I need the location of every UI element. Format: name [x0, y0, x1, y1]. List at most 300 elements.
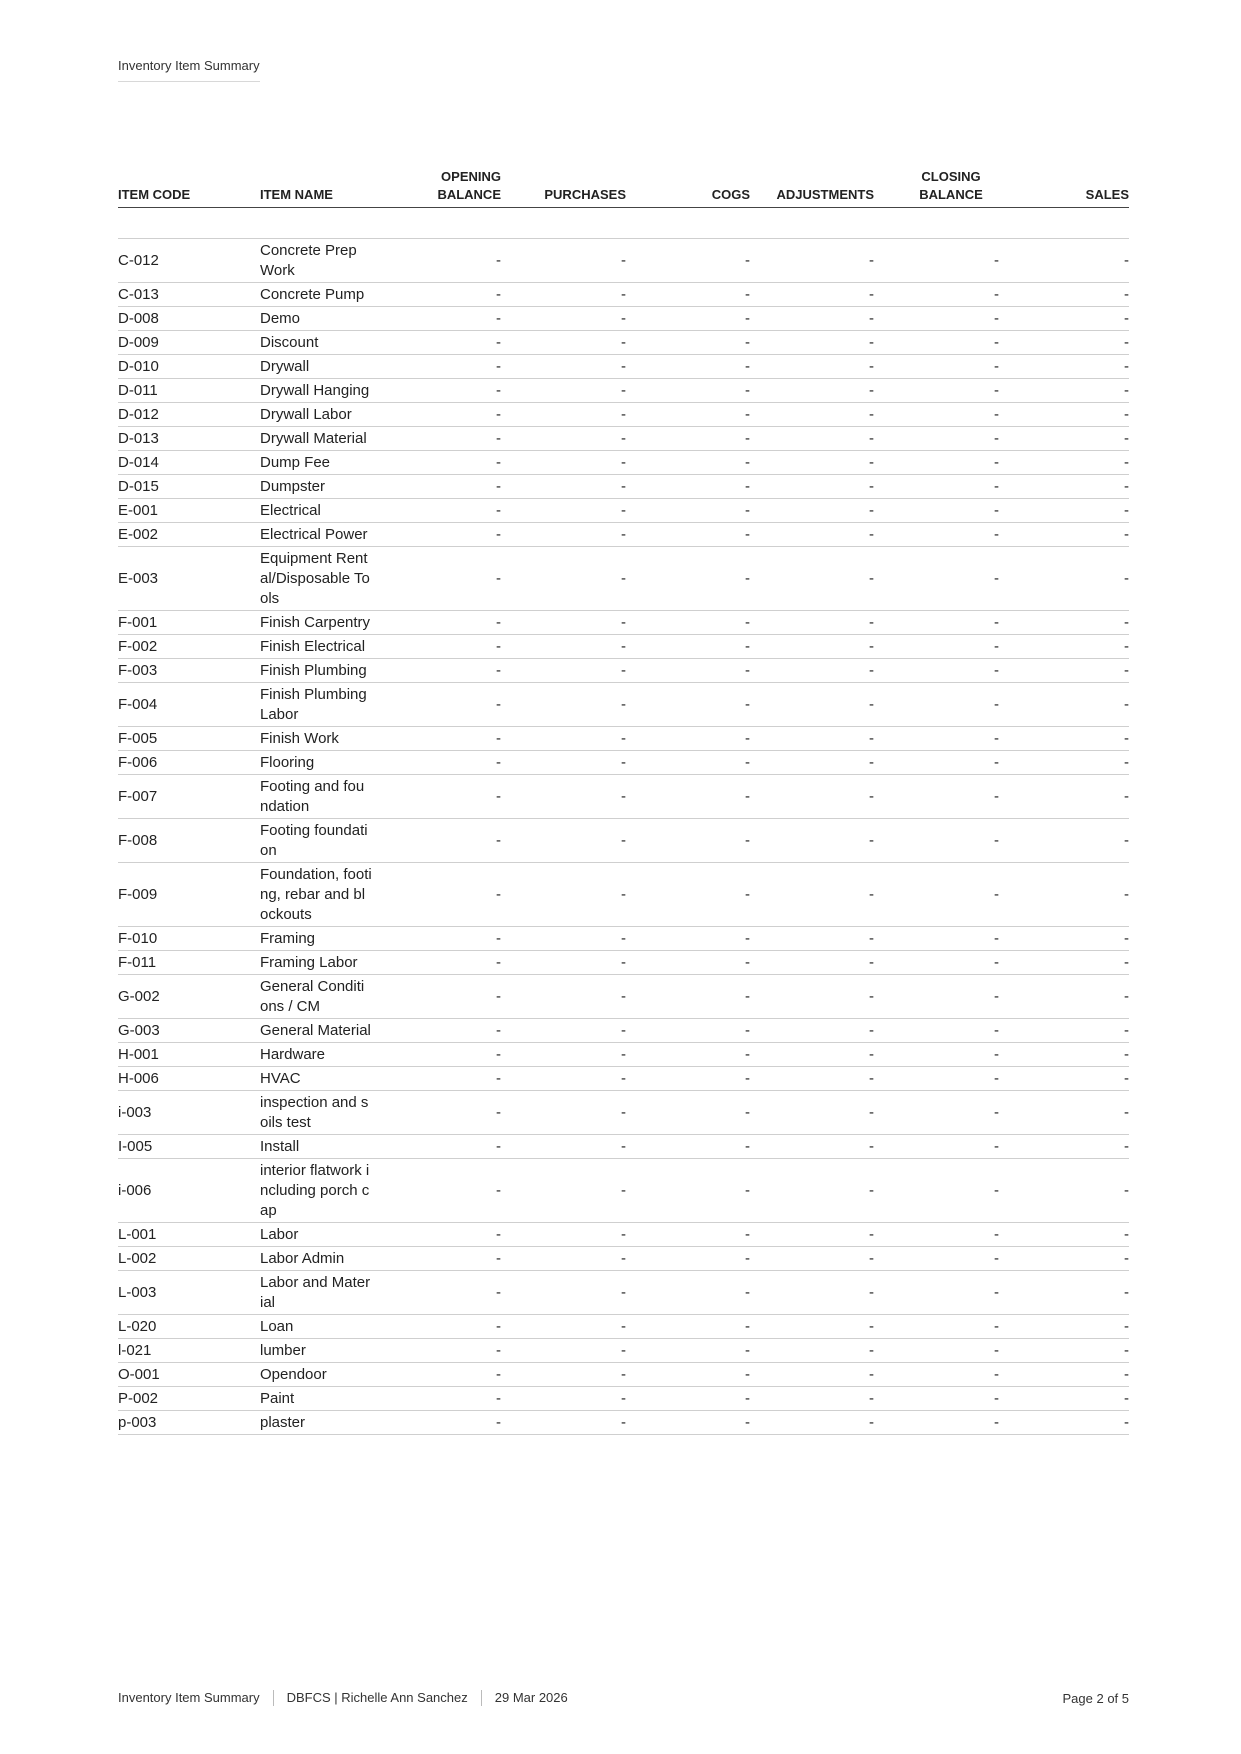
adjustments-cell: -	[750, 775, 874, 819]
purchases-cell: -	[501, 819, 626, 863]
adjustments-cell: -	[750, 1019, 874, 1043]
cogs-cell: -	[626, 611, 750, 635]
item-code-cell: F-008	[118, 819, 260, 863]
closing-balance-cell: -	[874, 1315, 999, 1339]
cogs-cell: -	[626, 1067, 750, 1091]
purchases-cell: -	[501, 307, 626, 331]
item-name-cell: Concrete Pump	[260, 283, 378, 307]
sales-cell: -	[999, 863, 1129, 927]
opening-balance-cell: -	[378, 819, 501, 863]
purchases-cell: -	[501, 927, 626, 951]
cogs-cell: -	[626, 427, 750, 451]
col-header-adjustments: ADJUSTMENTS	[750, 168, 874, 208]
opening-balance-cell: -	[378, 1223, 501, 1247]
table-row	[118, 1043, 1129, 1067]
purchases-cell: -	[501, 1363, 626, 1387]
table-row	[118, 475, 1129, 499]
opening-balance-cell: -	[378, 331, 501, 355]
purchases-cell: -	[501, 1411, 626, 1435]
item-code-cell: F-010	[118, 927, 260, 951]
item-name-cell: Concrete Prep Work	[260, 239, 378, 283]
purchases-cell: -	[501, 499, 626, 523]
closing-balance-cell: -	[874, 727, 999, 751]
table-row	[118, 635, 1129, 659]
footer-date: 29 Mar 2026	[481, 1690, 581, 1706]
opening-balance-cell: -	[378, 427, 501, 451]
table-row	[118, 863, 1129, 927]
table-row	[118, 1019, 1129, 1043]
opening-balance-cell: -	[378, 635, 501, 659]
col-header-closing-balance	[874, 168, 999, 208]
purchases-cell: -	[501, 1135, 626, 1159]
cogs-cell: -	[626, 727, 750, 751]
opening-balance-cell: -	[378, 283, 501, 307]
item-name-cell: Finish Electrical	[260, 635, 378, 659]
opening-balance-cell: -	[378, 1067, 501, 1091]
adjustments-cell: -	[750, 1411, 874, 1435]
table-row	[118, 975, 1129, 1019]
table-row	[118, 751, 1129, 775]
opening-balance-cell: -	[378, 499, 501, 523]
item-code-cell: C-012	[118, 239, 260, 283]
sales-cell: -	[999, 751, 1129, 775]
sales-cell: -	[999, 499, 1129, 523]
cogs-cell: -	[626, 1019, 750, 1043]
opening-balance-cell: -	[378, 1091, 501, 1135]
purchases-cell: -	[501, 659, 626, 683]
adjustments-cell: -	[750, 355, 874, 379]
table-row	[118, 1363, 1129, 1387]
cogs-cell: -	[626, 635, 750, 659]
purchases-cell: -	[501, 1315, 626, 1339]
opening-balance-cell: -	[378, 1247, 501, 1271]
item-code-cell: F-004	[118, 683, 260, 727]
item-code-cell: L-020	[118, 1315, 260, 1339]
cogs-cell: -	[626, 1159, 750, 1223]
sales-cell: -	[999, 547, 1129, 611]
cogs-cell: -	[626, 307, 750, 331]
closing-balance-cell: -	[874, 819, 999, 863]
cogs-cell: -	[626, 283, 750, 307]
opening-balance-cell: -	[378, 547, 501, 611]
opening-balance-cell: -	[378, 451, 501, 475]
purchases-cell: -	[501, 635, 626, 659]
sales-cell: -	[999, 683, 1129, 727]
item-name-cell: Finish Carpentry	[260, 611, 378, 635]
sales-cell: -	[999, 635, 1129, 659]
adjustments-cell: -	[750, 331, 874, 355]
col-header-sales: SALES	[999, 168, 1129, 208]
item-name-cell: Demo	[260, 307, 378, 331]
item-name-cell: lumber	[260, 1339, 378, 1363]
sales-cell: -	[999, 379, 1129, 403]
item-name-cell: Labor and Material	[260, 1271, 378, 1315]
item-code-cell: F-003	[118, 659, 260, 683]
purchases-cell: -	[501, 379, 626, 403]
item-code-cell: I-005	[118, 1135, 260, 1159]
item-code-cell: F-001	[118, 611, 260, 635]
purchases-cell: -	[501, 1159, 626, 1223]
table-row	[118, 1247, 1129, 1271]
item-name-cell: Dump Fee	[260, 451, 378, 475]
closing-balance-cell: -	[874, 283, 999, 307]
sales-cell: -	[999, 1411, 1129, 1435]
purchases-cell: -	[501, 547, 626, 611]
adjustments-cell: -	[750, 427, 874, 451]
item-name-cell: General Material	[260, 1019, 378, 1043]
item-code-cell: G-002	[118, 975, 260, 1019]
closing-balance-cell: -	[874, 611, 999, 635]
closing-balance-cell: -	[874, 307, 999, 331]
purchases-cell: -	[501, 727, 626, 751]
sales-cell: -	[999, 403, 1129, 427]
adjustments-cell: -	[750, 475, 874, 499]
closing-balance-cell: -	[874, 403, 999, 427]
sales-cell: -	[999, 1091, 1129, 1135]
purchases-cell: -	[501, 611, 626, 635]
sales-cell: -	[999, 283, 1129, 307]
closing-balance-cell: -	[874, 863, 999, 927]
adjustments-cell: -	[750, 1067, 874, 1091]
purchases-cell: -	[501, 751, 626, 775]
item-name-cell: Drywall	[260, 355, 378, 379]
adjustments-cell: -	[750, 819, 874, 863]
table-body	[118, 208, 1129, 1435]
cogs-cell: -	[626, 951, 750, 975]
closing-balance-cell: -	[874, 239, 999, 283]
closing-balance-cell: -	[874, 751, 999, 775]
closing-balance-cell: -	[874, 1247, 999, 1271]
sales-cell: -	[999, 427, 1129, 451]
table-row	[118, 611, 1129, 635]
item-code-cell: E-002	[118, 523, 260, 547]
sales-cell: -	[999, 1271, 1129, 1315]
item-code-cell: D-013	[118, 427, 260, 451]
sales-cell: -	[999, 1067, 1129, 1091]
purchases-cell: -	[501, 451, 626, 475]
item-code-cell: E-003	[118, 547, 260, 611]
adjustments-cell: -	[750, 635, 874, 659]
table-row	[118, 307, 1129, 331]
opening-balance-cell: -	[378, 727, 501, 751]
cogs-cell: -	[626, 863, 750, 927]
sales-cell: -	[999, 927, 1129, 951]
sales-cell: -	[999, 727, 1129, 751]
closing-balance-cell: -	[874, 523, 999, 547]
closing-balance-cell: -	[874, 1019, 999, 1043]
purchases-cell: -	[501, 1067, 626, 1091]
sales-cell: -	[999, 775, 1129, 819]
adjustments-cell: -	[750, 1271, 874, 1315]
item-name-cell: Opendoor	[260, 1363, 378, 1387]
purchases-cell: -	[501, 1223, 626, 1247]
closing-balance-cell: -	[874, 1135, 999, 1159]
table-row	[118, 1411, 1129, 1435]
inventory-table	[118, 168, 1129, 1435]
sales-cell: -	[999, 355, 1129, 379]
closing-balance-cell: -	[874, 1043, 999, 1067]
table-row	[118, 659, 1129, 683]
table-row	[118, 683, 1129, 727]
adjustments-cell: -	[750, 1159, 874, 1223]
cogs-cell: -	[626, 683, 750, 727]
item-code-cell: H-001	[118, 1043, 260, 1067]
item-code-cell: F-006	[118, 751, 260, 775]
item-name-cell: Loan	[260, 1315, 378, 1339]
sales-cell: -	[999, 611, 1129, 635]
sales-cell: -	[999, 331, 1129, 355]
item-name-cell: Install	[260, 1135, 378, 1159]
sales-cell: -	[999, 1339, 1129, 1363]
table-row	[118, 1067, 1129, 1091]
table-row	[118, 379, 1129, 403]
opening-balance-cell: -	[378, 775, 501, 819]
item-code-cell: F-002	[118, 635, 260, 659]
adjustments-cell: -	[750, 1363, 874, 1387]
opening-balance-cell: -	[378, 975, 501, 1019]
table-row	[118, 523, 1129, 547]
table-header	[118, 168, 1129, 208]
item-code-cell: L-002	[118, 1247, 260, 1271]
opening-balance-cell: -	[378, 379, 501, 403]
cogs-cell: -	[626, 1411, 750, 1435]
sales-cell: -	[999, 1387, 1129, 1411]
sales-cell: -	[999, 451, 1129, 475]
opening-balance-cell: -	[378, 611, 501, 635]
footer-report-title: Inventory Item Summary	[118, 1690, 260, 1705]
table-row	[118, 331, 1129, 355]
purchases-cell: -	[501, 1091, 626, 1135]
sales-cell: -	[999, 475, 1129, 499]
item-code-cell: F-011	[118, 951, 260, 975]
table-row	[118, 1091, 1129, 1135]
adjustments-cell: -	[750, 403, 874, 427]
cogs-cell: -	[626, 403, 750, 427]
adjustments-cell: -	[750, 751, 874, 775]
closing-balance-cell: -	[874, 499, 999, 523]
purchases-cell: -	[501, 403, 626, 427]
cogs-cell: -	[626, 475, 750, 499]
item-name-cell: Dumpster	[260, 475, 378, 499]
closing-balance-cell: -	[874, 1091, 999, 1135]
item-name-cell: General Conditions / CM	[260, 975, 378, 1019]
cogs-cell: -	[626, 523, 750, 547]
item-name-cell: Drywall Material	[260, 427, 378, 451]
col-header-item-code: ITEM CODE	[118, 168, 260, 208]
item-code-cell: D-009	[118, 331, 260, 355]
item-name-cell: Drywall Hanging	[260, 379, 378, 403]
item-name-cell: Finish Plumbing Labor	[260, 683, 378, 727]
adjustments-cell: -	[750, 523, 874, 547]
item-name-cell: Flooring	[260, 751, 378, 775]
adjustments-cell: -	[750, 307, 874, 331]
closing-balance-cell: -	[874, 1363, 999, 1387]
cogs-cell: -	[626, 451, 750, 475]
opening-balance-cell: -	[378, 1363, 501, 1387]
purchases-cell: -	[501, 683, 626, 727]
purchases-cell: -	[501, 1019, 626, 1043]
opening-balance-cell: -	[378, 927, 501, 951]
closing-balance-cell: -	[874, 927, 999, 951]
opening-balance-cell: -	[378, 683, 501, 727]
table-row	[118, 951, 1129, 975]
cogs-cell: -	[626, 1315, 750, 1339]
col-header-opening-balance: OPENING BALANCE	[378, 168, 501, 208]
sales-cell: -	[999, 659, 1129, 683]
page-title: Inventory Item Summary	[118, 58, 260, 82]
adjustments-cell: -	[750, 727, 874, 751]
table-row	[118, 403, 1129, 427]
purchases-cell: -	[501, 951, 626, 975]
purchases-cell: -	[501, 1247, 626, 1271]
opening-balance-cell: -	[378, 659, 501, 683]
closing-balance-cell: -	[874, 475, 999, 499]
cogs-cell: -	[626, 659, 750, 683]
adjustments-cell: -	[750, 863, 874, 927]
opening-balance-cell: -	[378, 1159, 501, 1223]
adjustments-cell: -	[750, 1339, 874, 1363]
item-name-cell: HVAC	[260, 1067, 378, 1091]
item-code-cell: P-002	[118, 1387, 260, 1411]
item-name-cell: Electrical Power	[260, 523, 378, 547]
closing-balance-cell: -	[874, 683, 999, 727]
table-row	[118, 355, 1129, 379]
cogs-cell: -	[626, 975, 750, 1019]
cogs-cell: -	[626, 1135, 750, 1159]
item-name-cell: inspection and soils test	[260, 1091, 378, 1135]
purchases-cell: -	[501, 1271, 626, 1315]
closing-balance-cell: -	[874, 775, 999, 819]
purchases-cell: -	[501, 863, 626, 927]
table-row	[118, 427, 1129, 451]
opening-balance-cell: -	[378, 1271, 501, 1315]
sales-cell: -	[999, 1247, 1129, 1271]
table-row	[118, 1271, 1129, 1315]
opening-balance-cell: -	[378, 1043, 501, 1067]
closing-balance-cell: -	[874, 355, 999, 379]
item-code-cell: D-011	[118, 379, 260, 403]
closing-balance-cell: -	[874, 379, 999, 403]
purchases-cell: -	[501, 775, 626, 819]
sales-cell: -	[999, 1159, 1129, 1223]
closing-balance-cell: -	[874, 951, 999, 975]
cogs-cell: -	[626, 1387, 750, 1411]
item-code-cell: D-014	[118, 451, 260, 475]
cogs-cell: -	[626, 1043, 750, 1067]
footer-page-number: Page 2 of 5	[1062, 1690, 1129, 1706]
cogs-cell: -	[626, 751, 750, 775]
adjustments-cell: -	[750, 239, 874, 283]
item-name-cell: Discount	[260, 331, 378, 355]
sales-cell: -	[999, 1315, 1129, 1339]
purchases-cell: -	[501, 1387, 626, 1411]
purchases-cell: -	[501, 239, 626, 283]
table-row	[118, 283, 1129, 307]
item-name-cell: Drywall Labor	[260, 403, 378, 427]
adjustments-cell: -	[750, 611, 874, 635]
item-name-cell: Framing	[260, 927, 378, 951]
closing-balance-cell: -	[874, 1339, 999, 1363]
adjustments-cell: -	[750, 379, 874, 403]
opening-balance-cell: -	[378, 1387, 501, 1411]
cogs-cell: -	[626, 1271, 750, 1315]
item-code-cell: F-005	[118, 727, 260, 751]
cogs-cell: -	[626, 1091, 750, 1135]
opening-balance-cell: -	[378, 951, 501, 975]
cogs-cell: -	[626, 1363, 750, 1387]
adjustments-cell: -	[750, 1043, 874, 1067]
col-header-purchases: PURCHASES	[501, 168, 626, 208]
cogs-cell: -	[626, 379, 750, 403]
item-code-cell: F-009	[118, 863, 260, 927]
adjustments-cell: -	[750, 683, 874, 727]
adjustments-cell: -	[750, 1247, 874, 1271]
cogs-cell: -	[626, 239, 750, 283]
item-name-cell: Finish Plumbing	[260, 659, 378, 683]
sales-cell: -	[999, 239, 1129, 283]
table-row	[118, 775, 1129, 819]
opening-balance-cell: -	[378, 1019, 501, 1043]
closing-balance-cell: -	[874, 1387, 999, 1411]
adjustments-cell: -	[750, 1135, 874, 1159]
table-row	[118, 819, 1129, 863]
closing-balance-cell: -	[874, 331, 999, 355]
item-code-cell: D-012	[118, 403, 260, 427]
table-row	[118, 1223, 1129, 1247]
cogs-cell: -	[626, 1339, 750, 1363]
purchases-cell: -	[501, 1043, 626, 1067]
purchases-cell: -	[501, 427, 626, 451]
item-code-cell: D-015	[118, 475, 260, 499]
item-code-cell: i-003	[118, 1091, 260, 1135]
page-footer	[118, 1688, 1129, 1708]
adjustments-cell: -	[750, 951, 874, 975]
adjustments-cell: -	[750, 659, 874, 683]
closing-balance-cell: -	[874, 1223, 999, 1247]
table-row	[118, 927, 1129, 951]
purchases-cell: -	[501, 283, 626, 307]
sales-cell: -	[999, 819, 1129, 863]
item-code-cell: L-001	[118, 1223, 260, 1247]
item-code-cell: F-007	[118, 775, 260, 819]
closing-balance-cell: -	[874, 1067, 999, 1091]
footer-organization: DBFCS | Richelle Ann Sanchez	[273, 1690, 481, 1706]
item-name-cell: Paint	[260, 1387, 378, 1411]
opening-balance-cell: -	[378, 1339, 501, 1363]
purchases-cell: -	[501, 331, 626, 355]
item-name-cell: Electrical	[260, 499, 378, 523]
item-name-cell: Hardware	[260, 1043, 378, 1067]
adjustments-cell: -	[750, 1223, 874, 1247]
item-name-cell: plaster	[260, 1411, 378, 1435]
sales-cell: -	[999, 1363, 1129, 1387]
cogs-cell: -	[626, 927, 750, 951]
cogs-cell: -	[626, 819, 750, 863]
adjustments-cell: -	[750, 451, 874, 475]
sales-cell: -	[999, 951, 1129, 975]
sales-cell: -	[999, 1223, 1129, 1247]
sales-cell: -	[999, 1043, 1129, 1067]
table-row	[118, 1315, 1129, 1339]
item-name-cell: Footing and foundation	[260, 775, 378, 819]
col-header-closing-balance-label: CLOSING BALANCE	[919, 169, 983, 202]
purchases-cell: -	[501, 523, 626, 547]
closing-balance-cell: -	[874, 975, 999, 1019]
item-code-cell: l-021	[118, 1339, 260, 1363]
item-name-cell: Labor	[260, 1223, 378, 1247]
purchases-cell: -	[501, 475, 626, 499]
opening-balance-cell: -	[378, 751, 501, 775]
